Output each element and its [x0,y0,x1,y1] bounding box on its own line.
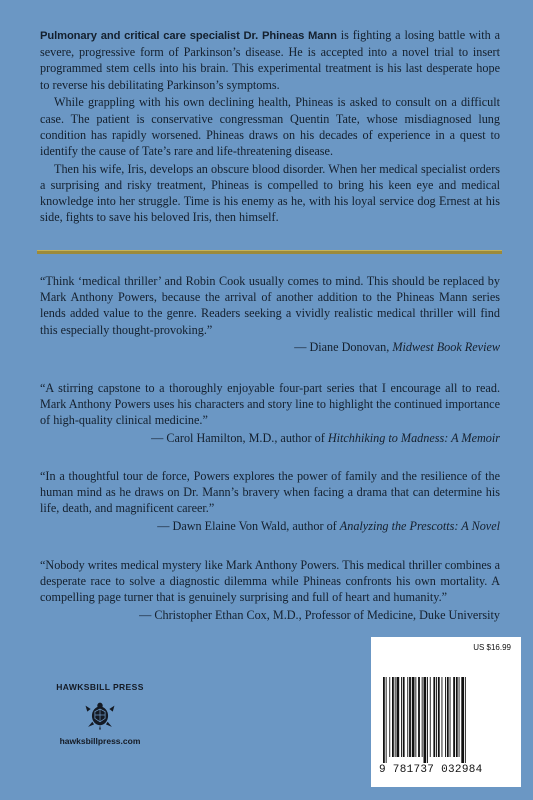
review-attribution [40,518,500,534]
review-source: Hitchhiking to Madness: A Memoir [327,430,500,445]
review-3 [40,468,500,534]
review-author: — Carol Hamilton, M.D., author of [151,430,328,445]
review-attribution [40,607,500,623]
isbn-digits: 9 781737 032984 [379,764,483,776]
barcode-bar [453,677,455,757]
isbn-barcode [381,677,513,763]
barcode-bar [445,677,446,757]
barcode-bar [395,677,396,757]
barcode-bar [461,677,464,763]
barcode-bar [412,677,415,757]
barcode-bar [465,677,466,763]
price-label: US $16.99 [473,643,511,652]
review-quote: “Think ‘medical thriller’ and Robin Cook usually comes to mind. This should be replaced by Mark Anthony Powers, because the arrival of another addition to the Phineas Mann series lends added value to the genre. Readers seeking a vividly realistic medical thriller will find this especially thought-provoking.” [40,274,500,337]
review-source: Analyzing the Prescotts: A Novel [339,518,500,533]
barcode-bar [422,677,423,757]
barcode-bar [438,677,440,757]
barcode-bar [459,677,460,757]
barcode-box [371,637,521,787]
review-author: — Dawn Elaine Von Wald, author of [157,518,340,533]
review-author: — Diane Donovan, [294,339,393,354]
barcode-bar [415,677,416,757]
barcode-bar [386,677,387,763]
review-author: — Christopher Ethan Cox, M.D., Professor of Medicine, Duke University [139,607,500,622]
blurb-paragraph-2: While grappling with his own declining health, Phineas is asked to consult on a difficult case. The patient is conservative congressman Quentin Tate, whose misdiagnosed lung condition has rapidly worsened. Phineas draws on his decades of experience in a quest to identify the cause of Tate’s rare and life-threatening disease. [40,95,500,158]
publisher-name: HAWKSBILL PRESS [56,682,144,692]
blurb-lead: Pulmonary and critical care specialist Dr. Phineas Mann [40,30,337,42]
review-attribution [40,430,500,446]
review-quote: “In a thoughtful tour de force, Powers explores the power of family and the resilience of the human mind as he draws on Dr. Mann’s bravery when facing a drama that can determine his life, death, and magnificent career.” [40,469,500,516]
barcode-bar [401,677,402,757]
barcode-bar [456,677,458,757]
review-attribution [40,339,500,355]
barcode-bar [433,677,435,757]
barcode-bar [436,677,437,757]
blurb-paragraph-1 [40,27,500,93]
barcode-bar [409,677,411,757]
review-quote: “Nobody writes medical mystery like Mark Anthony Powers. This medical thriller combines a desperate race to solve a diagnostic dilemma while Phineas confronts his own mortality. A compelling page turner that is genuinely surprising and full of heart and humanity.” [40,558,500,605]
divider-rule [37,250,502,254]
publisher-block [30,682,170,746]
review-source: Midwest Book Review [392,339,500,354]
turtle-icon [83,698,117,732]
book-blurb [40,27,500,227]
review-1 [40,273,500,355]
barcode-bar [442,677,443,757]
barcode-bar [392,677,394,757]
barcode-bar [383,677,385,763]
blurb-paragraph-1-text: is fighting a losing battle with a severe, progressive form of Parkinson’s disease. He is accepted into a novel trial to insert programmed stem cells into his brain. This experimental treatment is his last desperate hope to reverse his debilitating Parkinson’s symptoms. [40,28,500,92]
review-quote: “A stirring capstone to a thoroughly enjoyable four-part series that I encourage all to read. Mark Anthony Powers uses his characters and story line to highlight the continued importance of high-quality clinical medicine.” [40,381,500,428]
barcode-bar [427,677,428,763]
barcode-bar [430,677,431,757]
barcode-bar [447,677,449,757]
publisher-url: hawksbillpress.com [59,736,141,746]
barcode-bar [397,677,400,757]
barcode-bar [389,677,390,757]
blurb-paragraph-3: Then his wife, Iris, develops an obscure blood disorder. When her medical specialist orders a surprising and risky treatment, Phineas is compelled to bring his keen eye and medical knowledge into her struggle. Time is his enemy as he, with his loyal service dog Ernest at his side, fights to save his beloved Iris, then himself. [40,161,500,225]
barcode-bar [450,677,451,757]
review-4 [40,557,500,623]
barcode-bar [424,677,427,763]
review-2 [40,380,500,446]
barcode-bar [403,677,405,757]
barcode-bar [407,677,408,757]
barcode-bar [418,677,420,757]
